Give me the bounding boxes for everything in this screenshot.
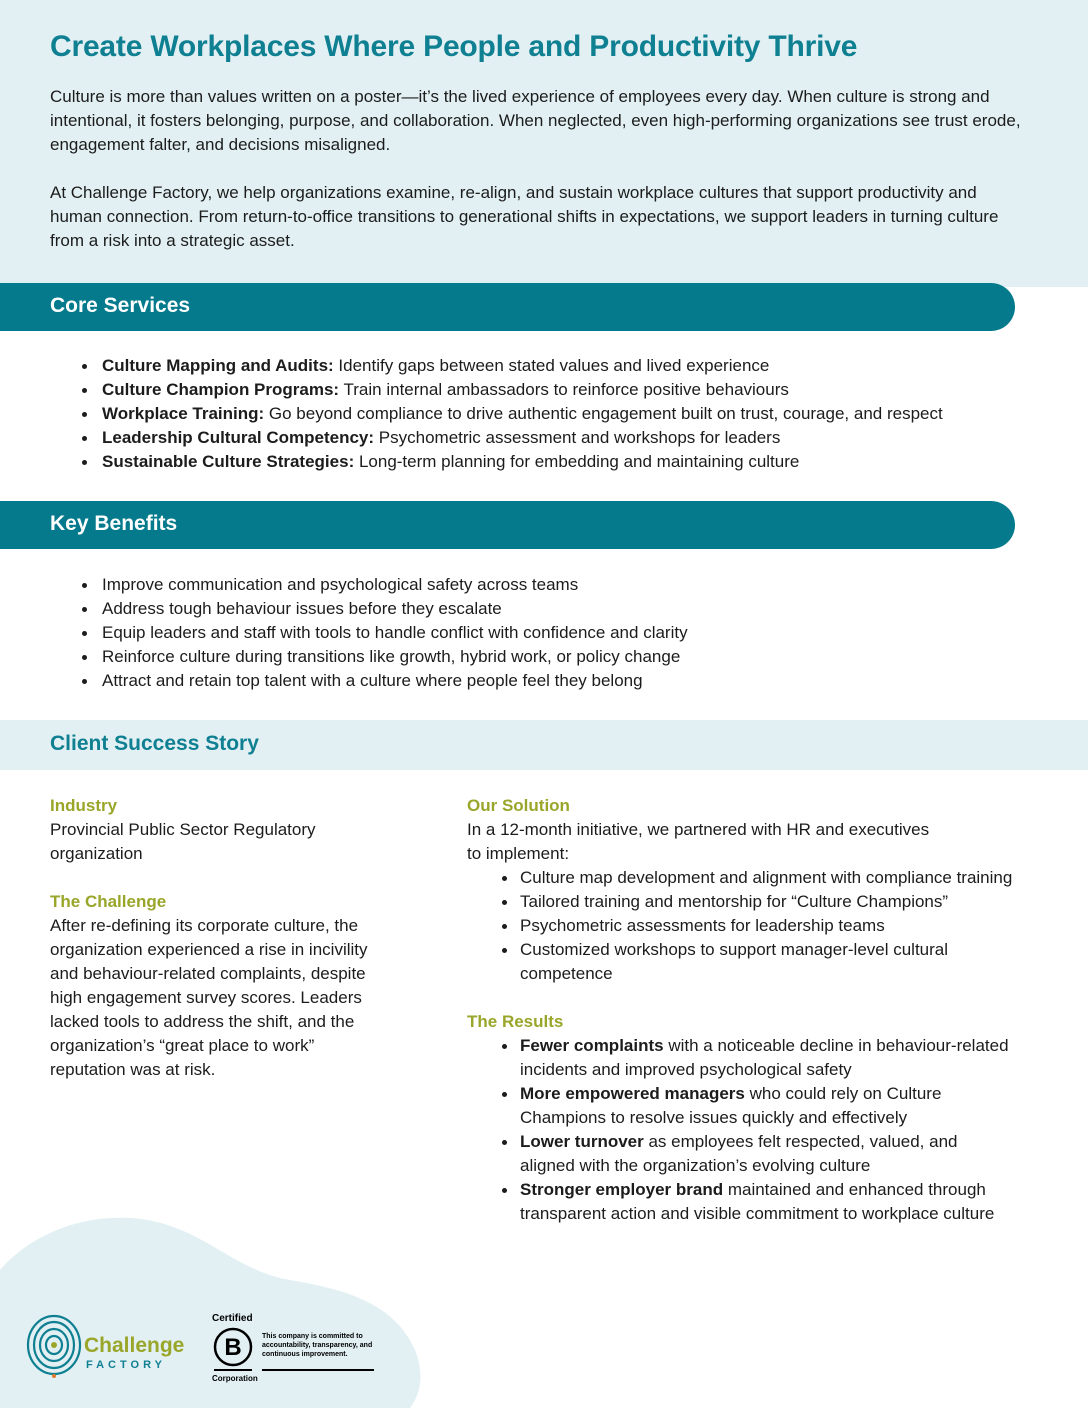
story-heading: Client Success Story: [50, 732, 259, 755]
results-label: The Results: [467, 1012, 564, 1031]
b-corp-icon: [212, 1325, 254, 1373]
bcorp-corporation-label: Corporation: [212, 1374, 258, 1383]
result-name: More empowered managers: [520, 1084, 745, 1103]
industry-line: Provincial Public Sector Regulatory: [50, 820, 316, 839]
core-services-header: [0, 283, 1015, 331]
service-name: Sustainable Culture Strategies:: [102, 452, 355, 471]
fingerprint-logo-icon: [26, 1312, 84, 1378]
challenge-line: reputation was at risk.: [50, 1060, 216, 1079]
page-title: Create Workplaces Where People and Productivity Thrive: [50, 30, 858, 63]
list-item: [494, 938, 1067, 986]
solution-line: In a 12-month initiative, we partnered with HR and executives: [467, 820, 930, 839]
challenge-line: organization’s “great place to work”: [50, 1036, 315, 1055]
intro-paragraph-1: Culture is more than values written on a poster—it’s the lived experience of employees every day. When culture is strong and intentional, it fosters belonging, purpose, and collaboration. When neglected, even high-performing organizations see trust erode, engagement falter, and decisions misaligned.: [50, 87, 1021, 154]
service-description: Long-term planning for embedding and maintaining culture: [354, 452, 800, 471]
industry-line: organization: [50, 844, 143, 863]
result-text: incidents and improved psychological safety: [520, 1060, 852, 1079]
logo-wordmark: Challenge: [84, 1334, 185, 1357]
list-item: [494, 866, 1067, 890]
solution-text: Psychometric assessments for leadership teams: [520, 916, 885, 935]
service-description: Go beyond compliance to drive authentic engagement built on trust, courage, and respect: [264, 404, 943, 423]
core-services-list: [76, 354, 943, 474]
list-item: Reinforce culture during transitions like growth, hybrid work, or policy change: [76, 645, 688, 669]
challenge-line: After re-defining its corporate culture, the: [50, 916, 359, 935]
list-item: [494, 914, 1067, 938]
list-item: Equip leaders and staff with tools to handle conflict with confidence and clarity: [76, 621, 688, 645]
divider: [262, 1369, 374, 1371]
result-text: who could rely on Culture: [744, 1084, 942, 1103]
service-description: Identify gaps between stated values and lived experience: [333, 356, 770, 375]
result-name: Stronger employer brand: [520, 1180, 724, 1199]
challenge-factory-logo: [26, 1312, 186, 1382]
result-name: Lower turnover: [520, 1132, 644, 1151]
key-benefits-heading: Key Benefits: [50, 512, 178, 535]
list-item: [494, 1130, 1067, 1178]
challenge-line: organization experienced a rise in incivility: [50, 940, 368, 959]
results-list: [467, 1034, 1067, 1226]
list-item: [76, 354, 943, 378]
solution-text: Culture map development and alignment with compliance training: [520, 868, 1013, 887]
service-name: Culture Champion Programs:: [102, 380, 340, 399]
result-text: with a noticeable decline in behaviour-related: [663, 1036, 1009, 1055]
industry-label: Industry: [50, 796, 118, 815]
intro-section: [0, 0, 1088, 287]
service-name: Culture Mapping and Audits:: [102, 356, 334, 375]
key-benefits-list: [76, 573, 688, 693]
solution-text: Tailored training and mentorship for “Culture Champions”: [520, 892, 949, 911]
challenge-line: high engagement survey scores. Leaders: [50, 988, 362, 1007]
solution-text: competence: [520, 964, 613, 983]
intro-paragraph-2: At Challenge Factory, we help organizations examine, re-align, and sustain workplace cultures that support productivity and human connection. From return-to-office transitions to generational shifts in expectations, we support leaders in turning culture from a risk into a strategic asset.: [50, 183, 999, 250]
list-item: [76, 402, 943, 426]
key-benefits-header: [0, 501, 1015, 549]
story-left-column: [50, 794, 400, 1082]
list-item: [76, 450, 943, 474]
result-text: Champions to resolve issues quickly and effectively: [520, 1108, 908, 1127]
challenge-line: lacked tools to address the shift, and the: [50, 1012, 355, 1031]
svg-text:B: B: [224, 1334, 242, 1361]
story-right-column: [467, 794, 1067, 1226]
list-item: [494, 1082, 1067, 1130]
solution-line: to implement:: [467, 844, 570, 863]
solution-label: Our Solution: [467, 796, 570, 815]
service-description: Train internal ambassadors to reinforce positive behaviours: [339, 380, 789, 399]
bcorp-certified-label: Certified: [212, 1313, 253, 1324]
b-corp-badge: [210, 1313, 380, 1385]
list-item: [494, 1034, 1067, 1082]
list-item: Improve communication and psychological safety across teams: [76, 573, 688, 597]
result-name: Fewer complaints: [520, 1036, 664, 1055]
solution-list: [467, 866, 1067, 986]
service-name: Workplace Training:: [102, 404, 265, 423]
list-item: [494, 1178, 1067, 1226]
challenge-label: The Challenge: [50, 892, 167, 911]
list-item: Attract and retain top talent with a culture where people feel they belong: [76, 669, 688, 693]
list-item: [76, 426, 943, 450]
result-text: transparent action and visible commitment to workplace culture: [520, 1204, 995, 1223]
bcorp-commitment-text: This company is committed to accountability, transparency, and continuous improvement.: [262, 1333, 373, 1358]
list-item: Address tough behaviour issues before they escalate: [76, 597, 688, 621]
result-text: maintained and enhanced through: [723, 1180, 986, 1199]
result-text: as employees felt respected, valued, and: [643, 1132, 958, 1151]
service-name: Leadership Cultural Competency:: [102, 428, 375, 447]
solution-text: Customized workshops to support manager-level cultural: [520, 940, 949, 959]
core-services-heading: Core Services: [50, 294, 191, 317]
list-item: [494, 890, 1067, 914]
story-header: [0, 720, 1088, 770]
challenge-line: and behaviour-related complaints, despite: [50, 964, 366, 983]
service-description: Psychometric assessment and workshops for leaders: [374, 428, 781, 447]
list-item: [76, 378, 943, 402]
logo-subtitle: FACTORY: [86, 1359, 166, 1371]
result-text: aligned with the organization’s evolving culture: [520, 1156, 871, 1175]
